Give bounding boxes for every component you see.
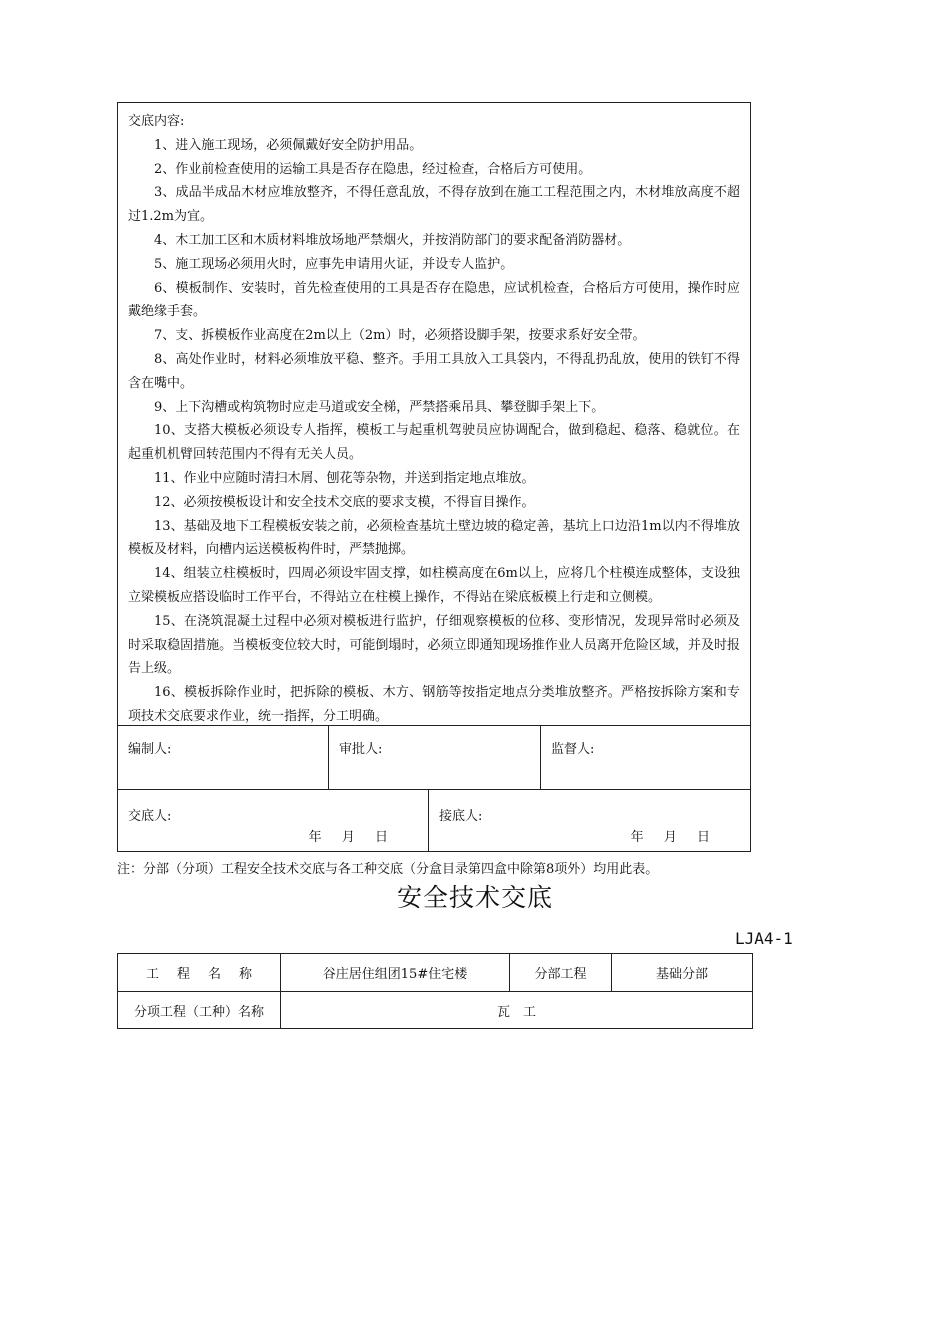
project-info-table — [117, 953, 753, 1029]
table-row — [118, 954, 752, 991]
approver-cell — [329, 726, 541, 789]
content-item: 10、支搭大模板必须设专人指挥，模板工与起重机驾驶员应协调配合，做到稳起、稳落、稳就位。在起重机机臂回转范围内不得有无关人员。 — [128, 423, 740, 463]
form-code: LJA4-1 — [735, 929, 793, 948]
signature-row-bottom — [117, 789, 751, 852]
project-name-label-cell — [118, 954, 281, 991]
subitem-label-cell — [118, 992, 281, 1028]
year-label: 年 — [308, 830, 322, 845]
discloser-cell — [118, 789, 429, 851]
content-item: 16、模板拆除作业时，把拆除的模板、木方、钢筋等按指定地点分类堆放整齐。严格按拆除方案和专项技术交底要求作业，统一指挥，分工明确。 — [128, 685, 740, 724]
content-item: 12、必须按模板设计和安全技术交底的要求支模，不得盲目操作。 — [154, 494, 535, 510]
receiver-cell — [429, 789, 750, 851]
signature-row-top — [117, 725, 751, 790]
content-item: 13、基础及地下工程模板安装之前，必须检查基坑土壁边坡的稳定善，基坑上口边沿1m以内不得堆放模板及材料，向槽内运送模板构件时，严禁抛掷。 — [128, 518, 740, 558]
content-item: 4、木工加工区和木质材料堆放场地严禁烟火，并按消防部门的要求配备消防器材。 — [154, 232, 631, 248]
division-label: 分部工程 — [534, 967, 587, 982]
content-item: 9、上下沟槽或构筑物时应走马道或安全梯，严禁搭乘吊具、攀登脚手架上下。 — [154, 399, 605, 415]
month-label: 月 — [663, 830, 677, 845]
division-value: 基础分部 — [655, 967, 708, 982]
content-item: 8、高处作业时，材料必须堆放平稳、整齐。手用工具放入工具袋内，不得乱扔乱放，使用的铁钉不得含在嘴中。 — [128, 351, 740, 391]
content-item: 2、作业前检查使用的运输工具是否存在隐患，经过检查，合格后方可使用。 — [154, 161, 592, 177]
compiler-label: 编制人: — [128, 742, 172, 757]
page-title: 安全技术交底 — [396, 883, 553, 912]
content-heading: 交底内容: — [128, 114, 185, 129]
day-label: 日 — [374, 830, 388, 845]
discloser-date — [293, 826, 388, 845]
content-item: 15、在浇筑混凝土过程中必须对模板进行监护，仔细观察模板的位移、变形情况，发现异常时必须及时采取稳固措施。当模板变位较大时，可能倒塌时，必须立即通知现场推作业人员离开危险区域，并及时报告上级。 — [128, 613, 740, 677]
project-name-value: 谷庄居住组团15#住宅楼 — [322, 967, 468, 982]
receiver-label: 接底人: — [439, 809, 483, 824]
content-item: 7、支、拆模板作业高度在2m以上（2m）时，必须搭设脚手架，按要求系好安全带。 — [154, 328, 646, 344]
year-label: 年 — [630, 830, 644, 845]
subitem-value-cell — [281, 992, 752, 1028]
content-item: 5、施工现场必须用火时，应事先申请用火证，并设专人监护。 — [154, 256, 514, 272]
approver-label: 审批人: — [339, 742, 383, 757]
content-item: 14、组装立柱模板时，四周必须设牢固支撑，如柱模高度在6m以上，应将几个柱模连成整体，支设独立梁模板应搭设临时工作平台，不得站立在柱模上操作，不得站在梁底板模上行走和立侧模。 — [128, 566, 740, 605]
disclosure-content — [118, 103, 750, 726]
content-item: 6、模板制作、安装时，首先检查使用的工具是否存在隐患，应试机检查，合格后方可使用，操作时应戴绝缘手套。 — [128, 280, 740, 320]
division-label-cell — [510, 954, 612, 991]
subitem-label: 分项工程（工种）名称 — [133, 1004, 264, 1020]
receiver-date — [615, 826, 710, 845]
form-note: 注：分部（分项）工程安全技术交底与各工种交底（分盒目录第四盒中除第8项外）均用此表。 — [117, 862, 659, 877]
supervisor-cell — [541, 726, 750, 789]
day-label: 日 — [696, 830, 710, 845]
content-item: 11、作业中应随时清扫木屑、刨花等杂物，并送到指定地点堆放。 — [154, 470, 535, 486]
supervisor-label: 监督人: — [551, 742, 595, 757]
content-item: 1、进入施工现场，必须佩戴好安全防护用品。 — [154, 137, 423, 153]
division-value-cell — [612, 954, 752, 991]
disclosure-content-box — [117, 102, 751, 726]
month-label: 月 — [341, 830, 355, 845]
project-name-value-cell — [281, 954, 510, 991]
subitem-value: 瓦 工 — [496, 1004, 536, 1020]
compiler-cell — [118, 726, 329, 789]
table-row — [118, 991, 752, 1028]
discloser-label: 交底人: — [128, 809, 172, 824]
content-item: 3、成品半成品木材应堆放整齐，不得任意乱放，不得存放到在施工工程范围之内，木材堆放高度不超过1.2m为宜。 — [128, 185, 740, 225]
project-name-label: 工程名称 — [145, 967, 270, 982]
